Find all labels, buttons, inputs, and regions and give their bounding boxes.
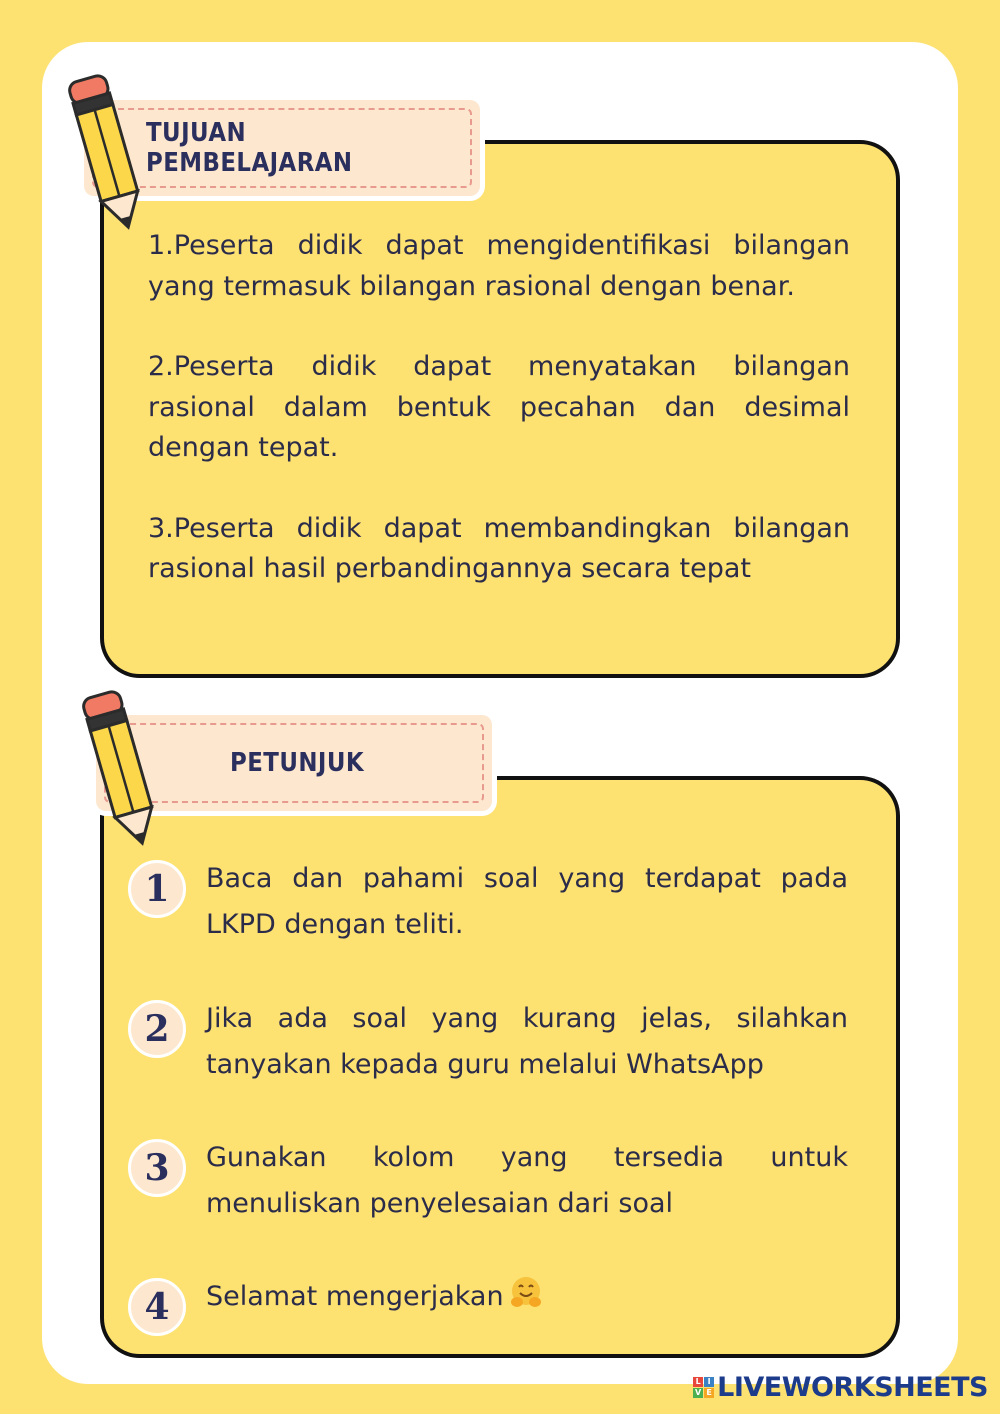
instruction-step bbox=[128, 1274, 848, 1334]
pencil-icon bbox=[76, 684, 166, 854]
step-text: Baca dan pahami soal yang terdapat pada LKPD dengan teliti. bbox=[206, 863, 848, 940]
step-number-badge: 1 bbox=[128, 860, 186, 918]
objective-item: 2.Peserta didik dapat menyatakan bilangan rasional dalam bentuk pecahan dan desimal dengan tepat. bbox=[148, 351, 850, 463]
logo-letter: L bbox=[693, 1377, 703, 1387]
step-number-badge: 2 bbox=[128, 1000, 186, 1058]
objective-item: 3.Peserta didik dapat membandingkan bilangan rasional hasil perbandingannya secara tepat bbox=[148, 512, 850, 584]
step-text: Selamat mengerjakan bbox=[206, 1281, 504, 1312]
objectives-title: TUJUAN PEMBELAJARAN bbox=[146, 118, 353, 178]
objectives-list bbox=[148, 226, 850, 590]
step-number-badge: 4 bbox=[128, 1278, 186, 1336]
instruction-step bbox=[128, 1135, 848, 1227]
logo-letter: E bbox=[704, 1388, 714, 1398]
hugging-face-icon bbox=[508, 1275, 544, 1311]
step-text: Gunakan kolom yang tersedia untuk menuliskan penyelesaian dari soal bbox=[206, 1142, 848, 1219]
instruction-step bbox=[128, 856, 848, 948]
liveworksheets-watermark bbox=[693, 1372, 988, 1403]
logo-letter: I bbox=[704, 1377, 714, 1387]
logo-letter: V bbox=[695, 1388, 702, 1397]
objective-item: 1.Peserta didik dapat mengidentifikasi bilangan yang termasuk bilangan rasional dengan benar. bbox=[148, 230, 850, 302]
instruction-step bbox=[128, 996, 848, 1088]
step-text: Jika ada soal yang kurang jelas, silahkan tanyakan kepada guru melalui WhatsApp bbox=[206, 1003, 848, 1080]
step-text-line bbox=[206, 1274, 848, 1320]
brand-name: LIVEWORKSHEETS bbox=[717, 1372, 988, 1403]
step-number-badge: 3 bbox=[128, 1139, 186, 1197]
pencil-icon bbox=[62, 68, 152, 238]
instructions-title: PETUNJUK bbox=[230, 748, 365, 778]
liveworksheets-logo bbox=[693, 1377, 714, 1398]
